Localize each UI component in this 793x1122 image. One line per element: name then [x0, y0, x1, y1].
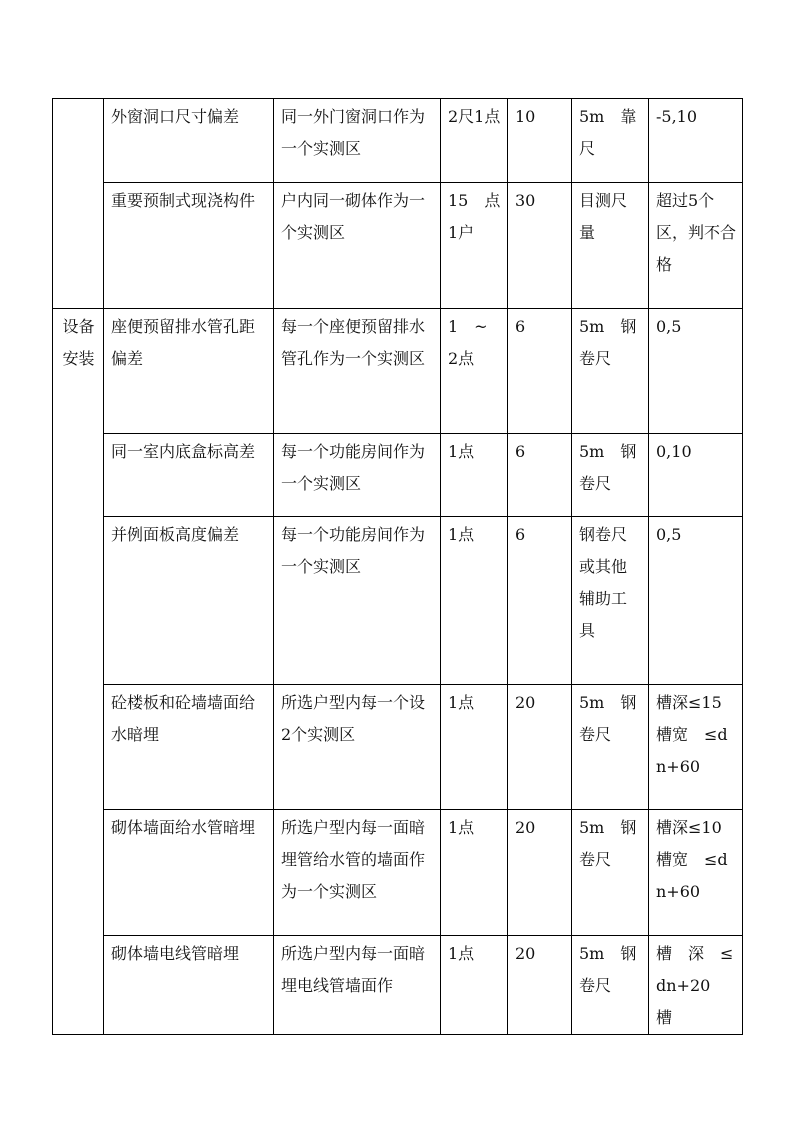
item-cell: 砼楼板和砼墙墙面给水暗埋 [104, 685, 274, 810]
count-cell: 20 [508, 685, 572, 810]
points-cell: 1 ~ 2点 [441, 309, 508, 434]
count-cell: 6 [508, 434, 572, 517]
count-cell: 10 [508, 99, 572, 183]
count-cell: 30 [508, 183, 572, 309]
standard-cell: 0,10 [649, 434, 743, 517]
area-cell: 所选户型内每一面暗埋管给水管的墙面作为一个实测区 [274, 810, 441, 936]
tool-cell: 目测尺量 [572, 183, 649, 309]
count-cell: 20 [508, 810, 572, 936]
item-cell: 座便预留排水管孔距偏差 [104, 309, 274, 434]
table-row [53, 685, 743, 810]
points-cell: 1点 [441, 936, 508, 1035]
table-row [53, 434, 743, 517]
area-cell: 所选户型内每一面暗埋电线管墙面作 [274, 936, 441, 1035]
table-row [53, 309, 743, 434]
points-cell: 1点 [441, 685, 508, 810]
category-cell-empty [53, 99, 104, 309]
area-cell: 每一个功能房间作为一个实测区 [274, 434, 441, 517]
item-cell: 重要预制式现浇构件 [104, 183, 274, 309]
count-cell: 6 [508, 309, 572, 434]
area-cell: 同一外门窗洞口作为一个实测区 [274, 99, 441, 183]
area-cell: 每一个座便预留排水管孔作为一个实测区 [274, 309, 441, 434]
points-cell: 1点 [441, 434, 508, 517]
tool-cell: 钢卷尺或其他辅助工具 [572, 517, 649, 685]
points-cell: 1点 [441, 810, 508, 936]
standard-cell: 槽深≤10槽宽 ≤dn+60 [649, 810, 743, 936]
points-cell: 1点 [441, 517, 508, 685]
count-cell: 20 [508, 936, 572, 1035]
tool-cell: 5m 钢卷尺 [572, 936, 649, 1035]
tool-cell: 5m 钢卷尺 [572, 434, 649, 517]
table-row [53, 810, 743, 936]
item-cell: 并例面板高度偏差 [104, 517, 274, 685]
inspection-table [52, 98, 743, 1035]
standard-cell: -5,10 [649, 99, 743, 183]
category-cell: 设备安装 [53, 309, 104, 1035]
item-cell: 砌体墙电线管暗埋 [104, 936, 274, 1035]
tool-cell: 5m 钢卷尺 [572, 309, 649, 434]
item-cell: 外窗洞口尺寸偏差 [104, 99, 274, 183]
standard-cell: 0,5 [649, 517, 743, 685]
table-row [53, 183, 743, 309]
area-cell: 所选户型内每一个设2个实测区 [274, 685, 441, 810]
item-cell: 砌体墙面给水管暗埋 [104, 810, 274, 936]
points-cell: 15 点1户 [441, 183, 508, 309]
item-cell: 同一室内底盒标高差 [104, 434, 274, 517]
standard-cell: 超过5个区，判不合格 [649, 183, 743, 309]
tool-cell: 5m 钢卷尺 [572, 810, 649, 936]
table-row [53, 936, 743, 1035]
table-row [53, 99, 743, 183]
table-row [53, 517, 743, 685]
count-cell: 6 [508, 517, 572, 685]
points-cell: 2尺1点 [441, 99, 508, 183]
standard-cell: 0,5 [649, 309, 743, 434]
standard-cell: 槽 深 ≤dn+20 槽 [649, 936, 743, 1035]
standard-cell: 槽深≤15槽宽 ≤dn+60 [649, 685, 743, 810]
tool-cell: 5m 靠尺 [572, 99, 649, 183]
area-cell: 户内同一砌体作为一个实测区 [274, 183, 441, 309]
tool-cell: 5m 钢卷尺 [572, 685, 649, 810]
area-cell: 每一个功能房间作为一个实测区 [274, 517, 441, 685]
